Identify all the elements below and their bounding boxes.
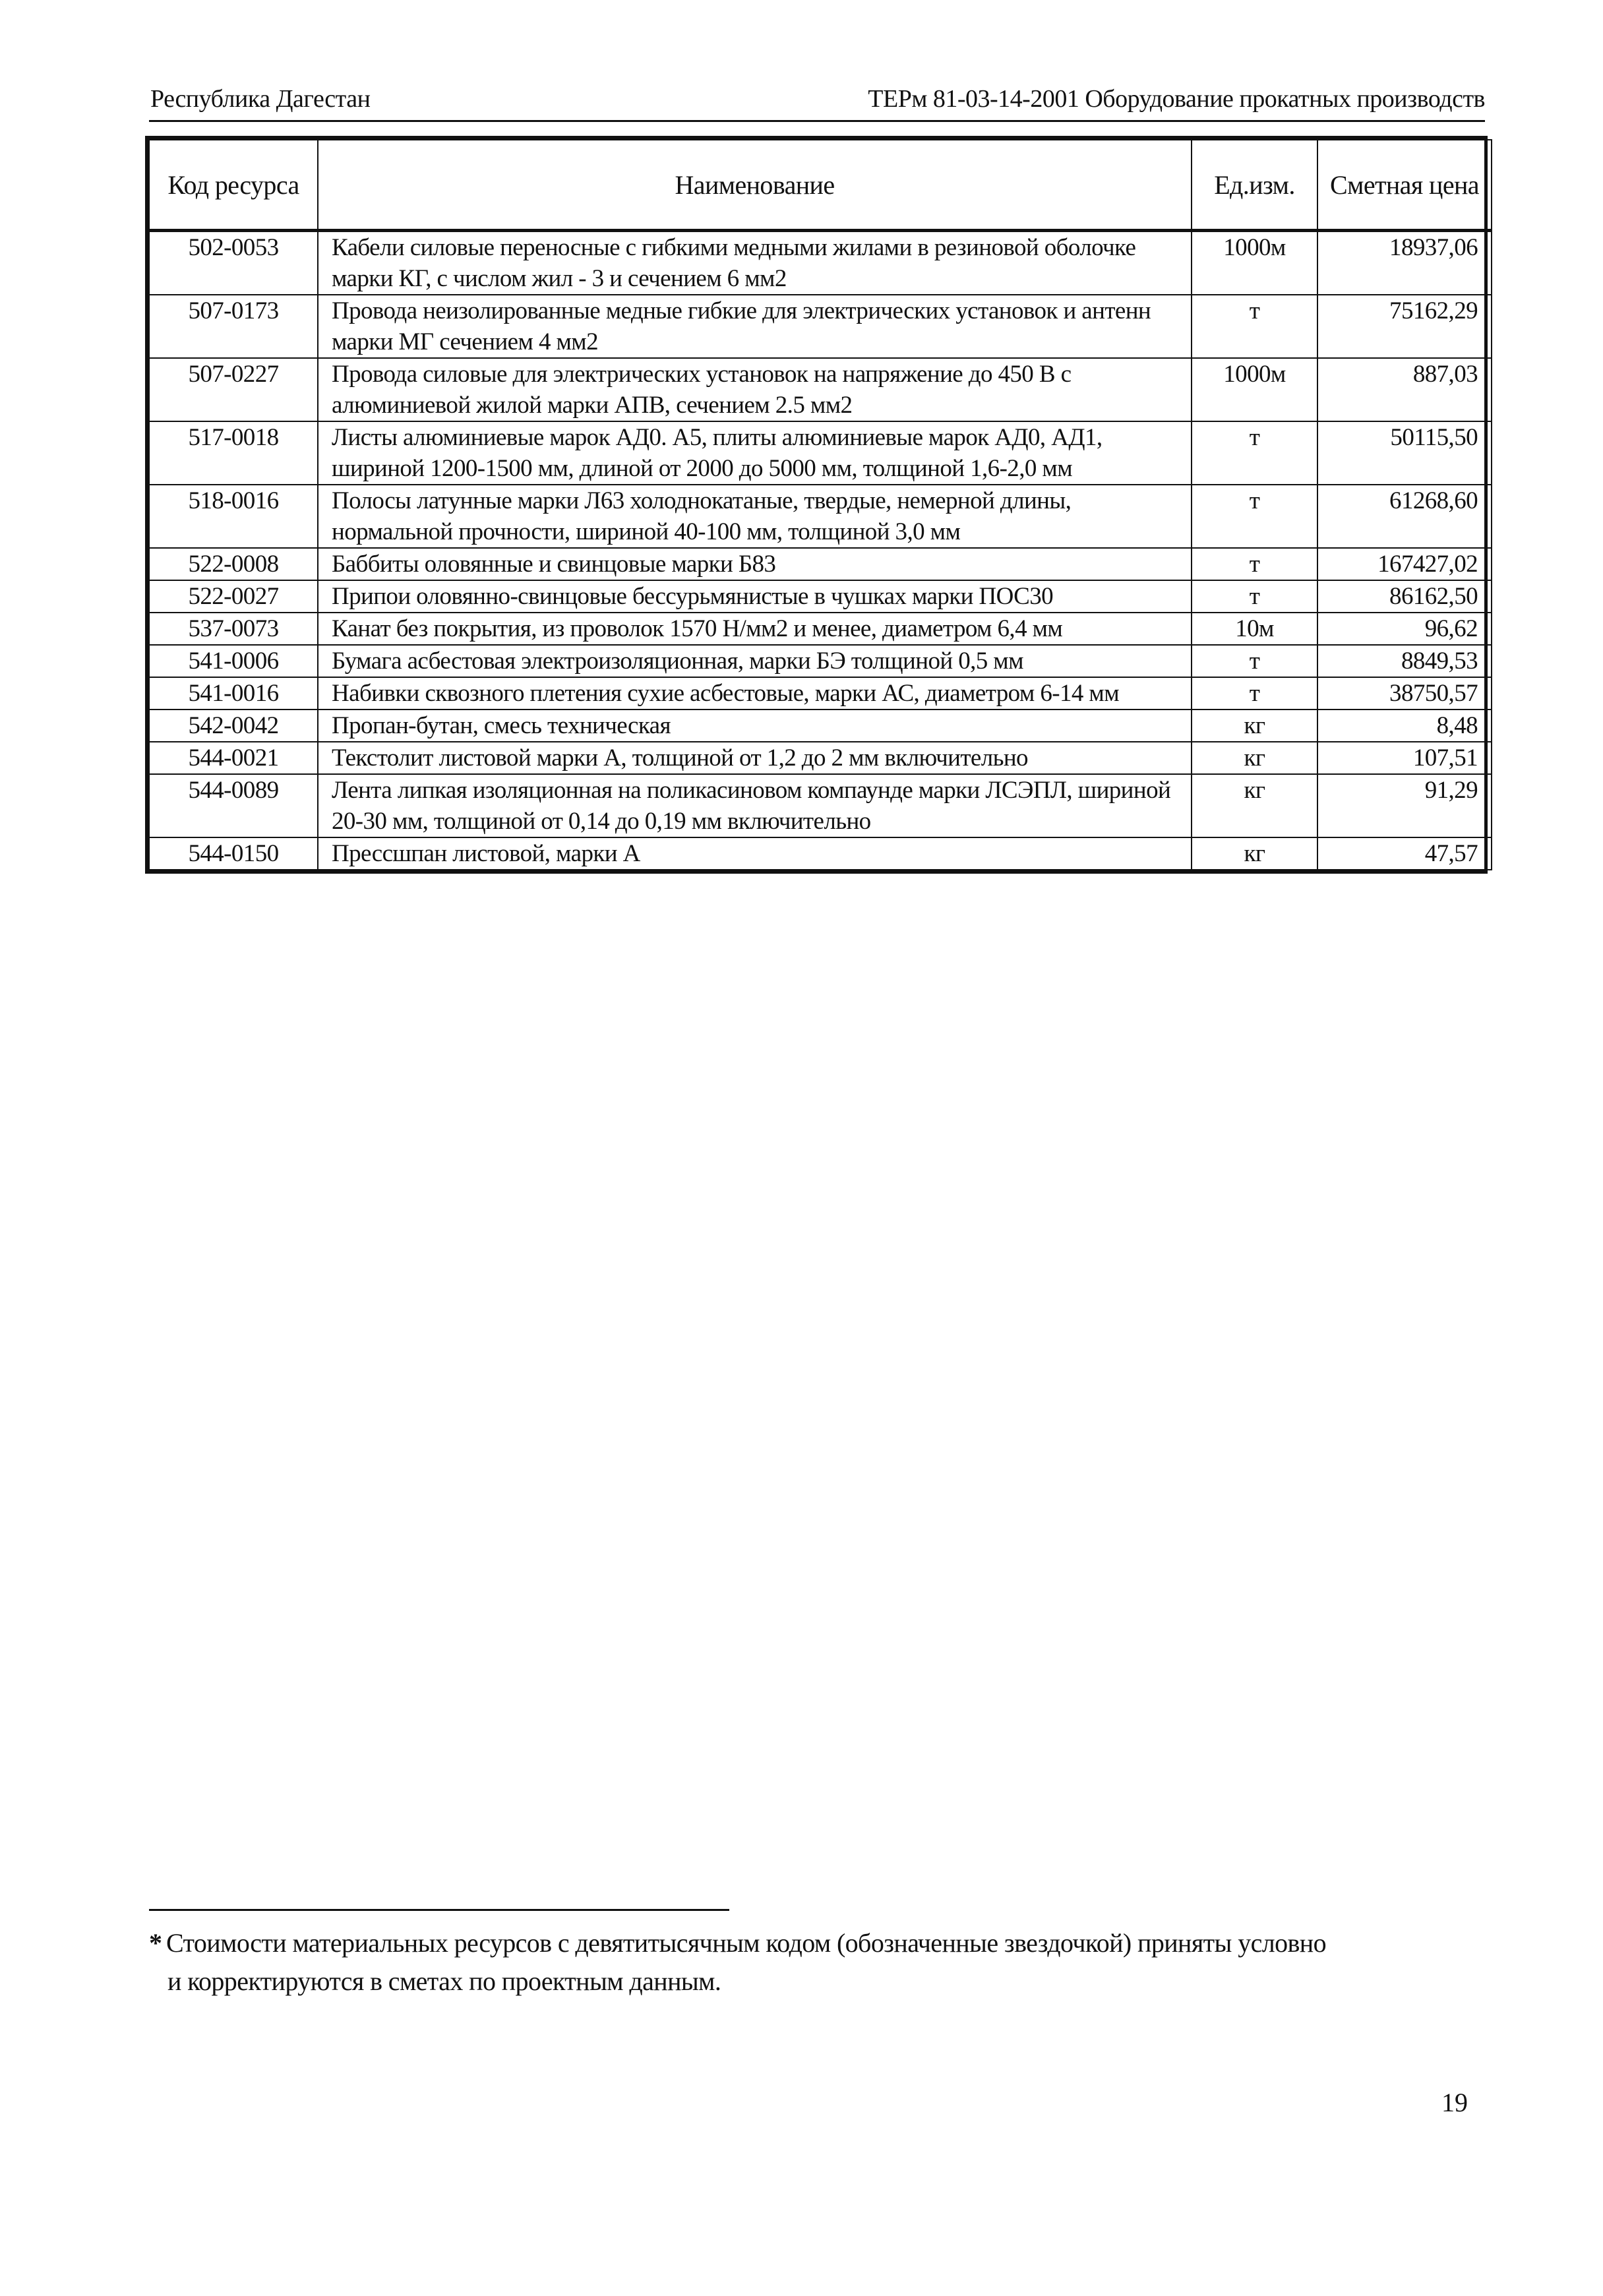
resource-unit: кг bbox=[1192, 710, 1317, 742]
resource-unit: кг bbox=[1192, 774, 1317, 837]
resource-price-table bbox=[145, 136, 1488, 874]
resource-name: Пропан-бутан, смесь техническая bbox=[318, 710, 1192, 742]
table-row bbox=[149, 837, 1492, 870]
table-row bbox=[149, 774, 1492, 837]
resource-unit: т bbox=[1192, 295, 1317, 358]
resource-price: 75162,29 bbox=[1317, 295, 1492, 358]
resource-price: 8849,53 bbox=[1317, 645, 1492, 677]
resource-code: 542-0042 bbox=[149, 710, 318, 742]
resource-code: 522-0027 bbox=[149, 580, 318, 613]
resource-price: 8,48 bbox=[1317, 710, 1492, 742]
resource-name: Прессшпан листовой, марки А bbox=[318, 837, 1192, 870]
resource-unit: т bbox=[1192, 645, 1317, 677]
footnote-asterisk: * bbox=[149, 1928, 162, 1958]
resource-price: 91,29 bbox=[1317, 774, 1492, 837]
resource-name: Канат без покрытия, из проволок 1570 Н/мм2 и менее, диаметром 6,4 мм bbox=[318, 613, 1192, 645]
resource-name: Набивки сквозного плетения сухие асбестовые, марки АС, диаметром 6-14 мм bbox=[318, 677, 1192, 710]
resource-price: 107,51 bbox=[1317, 742, 1492, 774]
resource-price: 887,03 bbox=[1317, 358, 1492, 421]
price-table bbox=[148, 139, 1492, 870]
table-row bbox=[149, 677, 1492, 710]
resource-code: 544-0021 bbox=[149, 742, 318, 774]
resource-code: 541-0006 bbox=[149, 645, 318, 677]
resource-unit: 10м bbox=[1192, 613, 1317, 645]
column-header-unit: Ед.изм. bbox=[1192, 140, 1317, 231]
resource-code: 507-0227 bbox=[149, 358, 318, 421]
table-row bbox=[149, 485, 1492, 548]
resource-code: 544-0089 bbox=[149, 774, 318, 837]
resource-name: Текстолит листовой марки А, толщиной от 1,2 до 2 мм включительно bbox=[318, 742, 1192, 774]
resource-code: 544-0150 bbox=[149, 837, 318, 870]
table-row bbox=[149, 613, 1492, 645]
column-header-code: Код ресурса bbox=[149, 140, 318, 231]
table-header-row bbox=[149, 140, 1492, 231]
resource-code: 522-0008 bbox=[149, 548, 318, 580]
table-row bbox=[149, 742, 1492, 774]
resource-name: Бумага асбестовая электроизоляционная, марки БЭ толщиной 0,5 мм bbox=[318, 645, 1192, 677]
resource-unit: кг bbox=[1192, 742, 1317, 774]
resource-name: Провода силовые для электрических установок на напряжение до 450 В с алюминиевой жилой марки АПВ, сечением 2.5 мм2 bbox=[318, 358, 1192, 421]
footnote bbox=[149, 1924, 1336, 2001]
resource-code: 517-0018 bbox=[149, 421, 318, 485]
footnote-divider bbox=[149, 1909, 729, 1911]
footnote-line-1 bbox=[149, 1924, 1336, 1962]
resource-price: 50115,50 bbox=[1317, 421, 1492, 485]
resource-name: Полосы латунные марки Л63 холоднокатаные, твердые, немерной длины, нормальной прочности, шириной 40-100 мм, толщиной 3,0 мм bbox=[318, 485, 1192, 548]
resource-price: 61268,60 bbox=[1317, 485, 1492, 548]
resource-price: 47,57 bbox=[1317, 837, 1492, 870]
resource-name: Листы алюминиевые марок АД0. А5, плиты алюминиевые марок АД0, АД1, шириной 1200-1500 мм, длиной от 2000 до 5000 мм, толщиной 1,6-2,0 мм bbox=[318, 421, 1192, 485]
resource-name: Припои оловянно-свинцовые бессурьмянистые в чушках марки ПОС30 bbox=[318, 580, 1192, 613]
resource-unit: кг bbox=[1192, 837, 1317, 870]
resource-name: Лента липкая изоляционная на поликасиновом компаунде марки ЛСЭПЛ, шириной 20-30 мм, толщиной от 0,14 до 0,19 мм включительно bbox=[318, 774, 1192, 837]
table-row bbox=[149, 548, 1492, 580]
resource-price: 38750,57 bbox=[1317, 677, 1492, 710]
table-row bbox=[149, 295, 1492, 358]
resource-name: Баббиты оловянные и свинцовые марки Б83 bbox=[318, 548, 1192, 580]
resource-unit: 1000м bbox=[1192, 358, 1317, 421]
resource-code: 518-0016 bbox=[149, 485, 318, 548]
resource-price: 96,62 bbox=[1317, 613, 1492, 645]
page-number: 19 bbox=[1441, 2088, 1468, 2117]
resource-code: 502-0053 bbox=[149, 231, 318, 295]
page-header bbox=[149, 79, 1485, 122]
header-region: Республика Дагестан bbox=[150, 85, 371, 113]
table-row bbox=[149, 358, 1492, 421]
table-row bbox=[149, 645, 1492, 677]
resource-code: 537-0073 bbox=[149, 613, 318, 645]
resource-name: Кабели силовые переносные с гибкими медными жилами в резиновой оболочке марки КГ, с числом жил - 3 и сечением 6 мм2 bbox=[318, 231, 1192, 295]
resource-price: 167427,02 bbox=[1317, 548, 1492, 580]
footnote-text-1: Стоимости материальных ресурсов с девятитысячным кодом (обозначенные звездочкой) приняты условно bbox=[166, 1928, 1327, 1958]
column-header-price: Сметная цена bbox=[1317, 140, 1492, 231]
resource-unit: т bbox=[1192, 677, 1317, 710]
table-row bbox=[149, 231, 1492, 295]
table-row bbox=[149, 710, 1492, 742]
resource-price: 86162,50 bbox=[1317, 580, 1492, 613]
column-header-name: Наименование bbox=[318, 140, 1192, 231]
resource-code: 507-0173 bbox=[149, 295, 318, 358]
resource-unit: т bbox=[1192, 580, 1317, 613]
resource-unit: т bbox=[1192, 548, 1317, 580]
resource-unit: т bbox=[1192, 485, 1317, 548]
resource-name: Провода неизолированные медные гибкие для электрических установок и антенн марки МГ сечением 4 мм2 bbox=[318, 295, 1192, 358]
table-row bbox=[149, 421, 1492, 485]
table-row bbox=[149, 580, 1492, 613]
resource-code: 541-0016 bbox=[149, 677, 318, 710]
resource-unit: т bbox=[1192, 421, 1317, 485]
footnote-text-2: и корректируются в сметах по проектным данным. bbox=[167, 1966, 721, 1996]
header-document-title: ТЕРм 81-03-14-2001 Оборудование прокатных производств bbox=[868, 85, 1485, 113]
resource-price: 18937,06 bbox=[1317, 231, 1492, 295]
resource-unit: 1000м bbox=[1192, 231, 1317, 295]
